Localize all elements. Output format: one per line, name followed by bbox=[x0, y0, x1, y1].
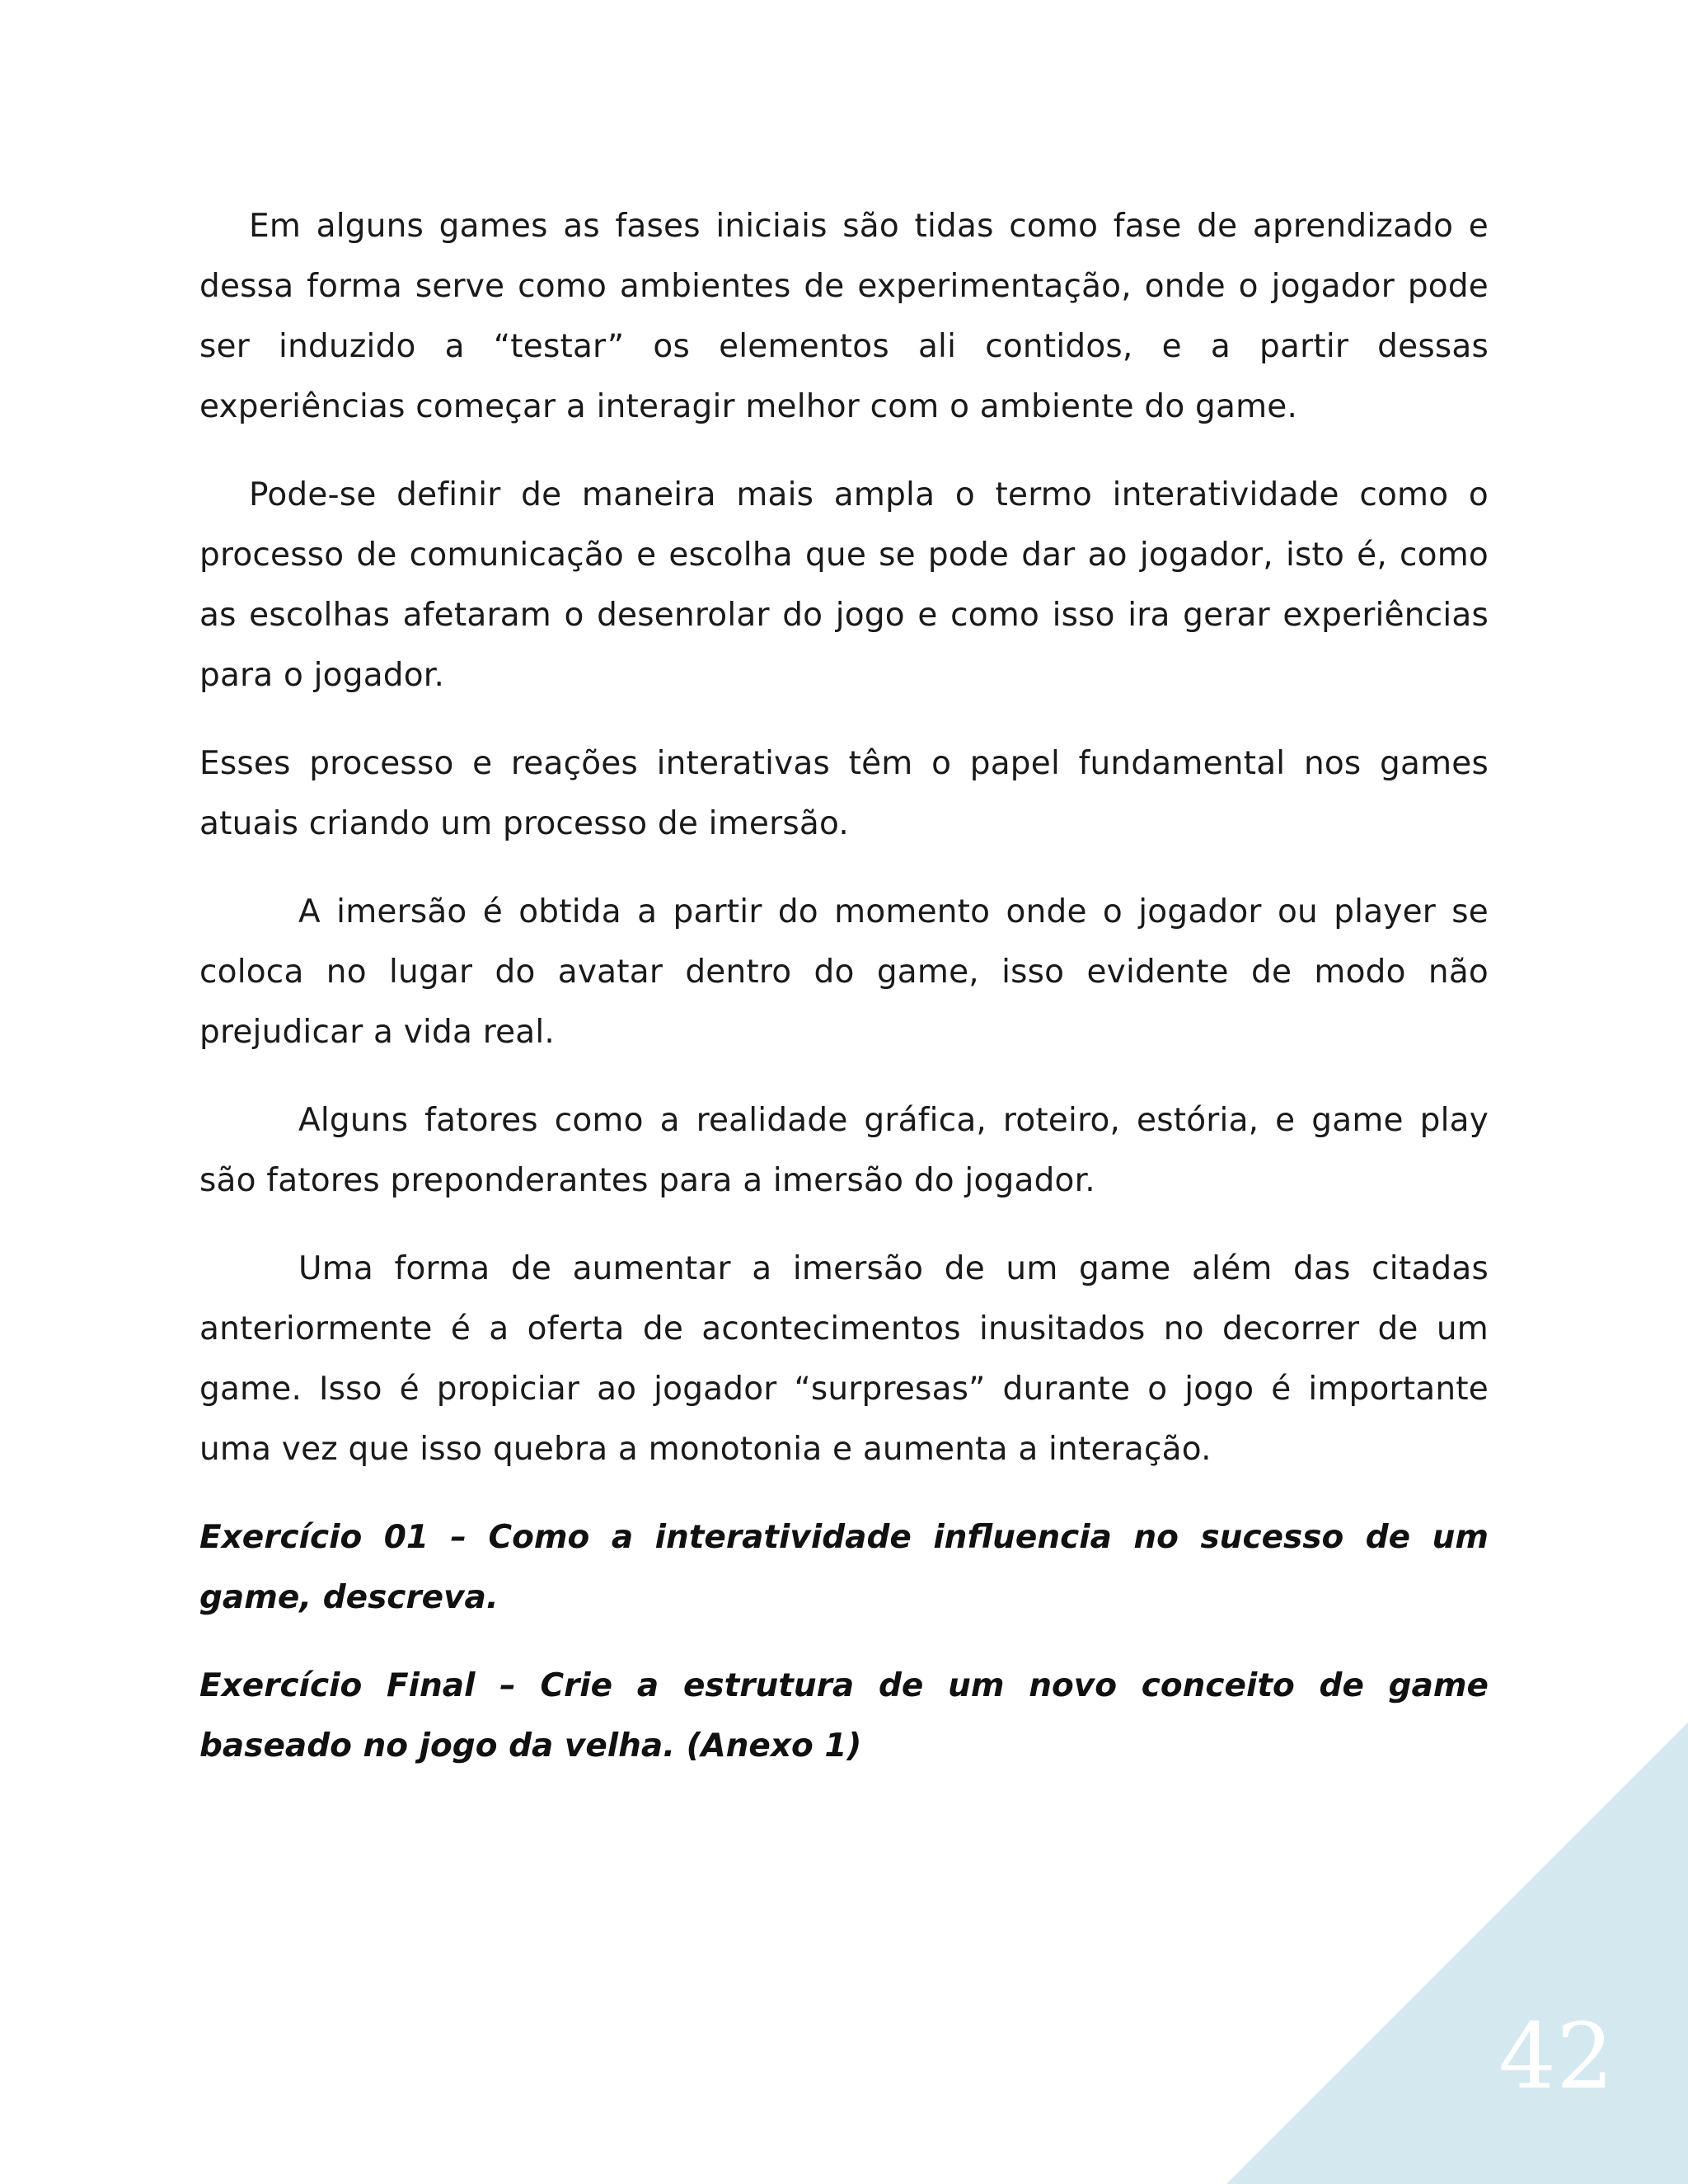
exercise-01: Exercício 01 – Como a interatividade influencia no sucesso de um game, descreva. bbox=[199, 1519, 1489, 1616]
paragraph-1: Em alguns games as fases iniciais são tidas como fase de aprendizado e dessa forma serve como ambientes de experimentação, onde o jogador pode ser induzido a “testar” os elementos ali contidos, e a partir dessas experiências começar a interagir melhor com o ambiente do game. bbox=[199, 208, 1489, 425]
corner-decoration bbox=[1226, 1722, 1688, 2184]
exercise-final: Exercício Final – Crie a estrutura de um novo conceito de game baseado no jogo da velha. (Anexo 1) bbox=[199, 1667, 1489, 1765]
paragraph-4: A imersão é obtida a partir do momento onde o jogador ou player se coloca no lugar do avatar dentro do game, isso evidente de modo não prejudicar a vida real. bbox=[199, 893, 1489, 1051]
page-number: 42 bbox=[1498, 2004, 1614, 2109]
paragraph-2: Pode-se definir de maneira mais ampla o termo interatividade como o processo de comunicação e escolha que se pode dar ao jogador, isto é, como as escolhas afetaram o desenrolar do jogo e como isso ira gerar experiências para o jogador. bbox=[199, 476, 1489, 694]
page-body bbox=[199, 196, 1489, 1804]
paragraph-5: Alguns fatores como a realidade gráfica, roteiro, estória, e game play são fatores preponderantes para a imersão do jogador. bbox=[199, 1102, 1489, 1199]
paragraph-3: Esses processo e reações interativas têm o papel fundamental nos games atuais criando um processo de imersão. bbox=[199, 745, 1489, 842]
paragraph-6: Uma forma de aumentar a imersão de um game além das citadas anteriormente é a oferta de acontecimentos inusitados no decorrer de um game. Isso é propiciar ao jogador “surpresas” durante o jogo é importante uma vez que isso quebra a monotonia e aumenta a interação. bbox=[199, 1250, 1489, 1468]
